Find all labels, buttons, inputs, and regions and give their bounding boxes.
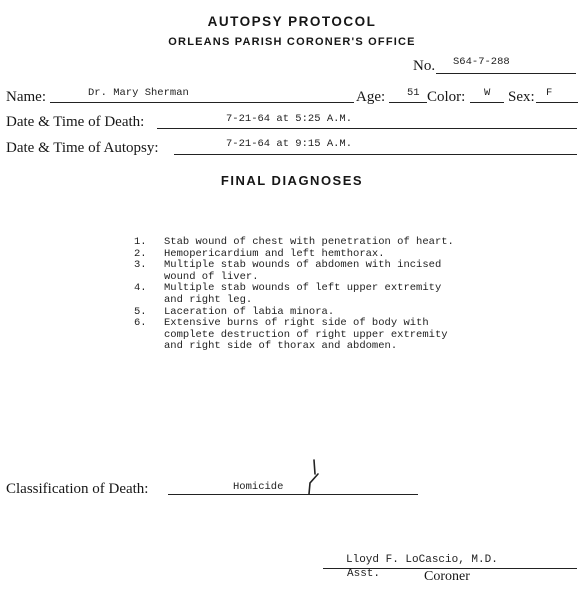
- name-line: [50, 102, 354, 103]
- classification-line: [168, 494, 418, 495]
- sex-line: [536, 102, 578, 103]
- diagnosis-text: Hemopericardium and left hemthorax.: [164, 247, 385, 260]
- color-value: W: [484, 87, 491, 99]
- diagnosis-text: Laceration of labia minora.: [164, 305, 335, 318]
- autopsy-line: [174, 154, 577, 155]
- death-value: 7-21-64 at 5:25 A.M.: [226, 113, 353, 125]
- diagnosis-text: Extensive burns of right side of body with complete destruction of right upper extremity and right side of thorax and abdomen.: [164, 317, 448, 353]
- diagnosis-number: 5.: [134, 305, 147, 318]
- diagnosis-text: Stab wound of chest with penetration of heart.: [164, 236, 454, 248]
- color-line: [470, 102, 504, 103]
- diagnosis-text: Multiple stab wounds of left upper extremity and right leg.: [164, 282, 442, 306]
- list-item: [134, 318, 454, 353]
- case-number-line: [436, 73, 576, 74]
- classification-label: Classification of Death:: [6, 481, 149, 497]
- sex-label: Sex:: [508, 89, 535, 105]
- list-item: [134, 260, 454, 283]
- coroner-title: Coroner: [424, 569, 470, 584]
- name-label: Name:: [6, 89, 46, 105]
- list-item: [134, 283, 454, 306]
- diagnosis-number: 6.: [134, 317, 147, 330]
- death-line: [157, 128, 577, 129]
- name-value: Dr. Mary Sherman: [88, 87, 189, 99]
- autopsy-value: 7-21-64 at 9:15 A.M.: [226, 138, 353, 150]
- diagnosis-number: 4.: [134, 282, 147, 295]
- diagnosis-number: 1.: [134, 236, 147, 248]
- diagnosis-text: Multiple stab wounds of abdomen with incised wound of liver.: [164, 259, 442, 283]
- diagnoses-list: [134, 237, 454, 353]
- color-label: Color:: [427, 89, 466, 105]
- age-line: [389, 102, 427, 103]
- classification-value: Homicide: [233, 481, 284, 493]
- age-label: Age:: [356, 89, 386, 105]
- document-title: AUTOPSY PROTOCOL: [207, 14, 377, 29]
- asst-label: Asst.: [347, 568, 381, 580]
- sex-value: F: [546, 87, 553, 99]
- age-value: 51: [407, 87, 420, 99]
- office-name: ORLEANS PARISH CORONER'S OFFICE: [168, 36, 416, 48]
- diagnosis-number: 2.: [134, 247, 147, 260]
- case-number-value: S64-7-288: [453, 56, 510, 68]
- death-label: Date & Time of Death:: [6, 114, 145, 130]
- diagnosis-number: 3.: [134, 259, 147, 272]
- handwritten-check-mark: [298, 458, 324, 496]
- diagnoses-heading: FINAL DIAGNOSES: [220, 173, 364, 188]
- autopsy-label: Date & Time of Autopsy:: [6, 140, 159, 156]
- case-number-label: No.: [413, 58, 436, 74]
- coroner-name: Lloyd F. LoCascio, M.D.: [346, 554, 498, 566]
